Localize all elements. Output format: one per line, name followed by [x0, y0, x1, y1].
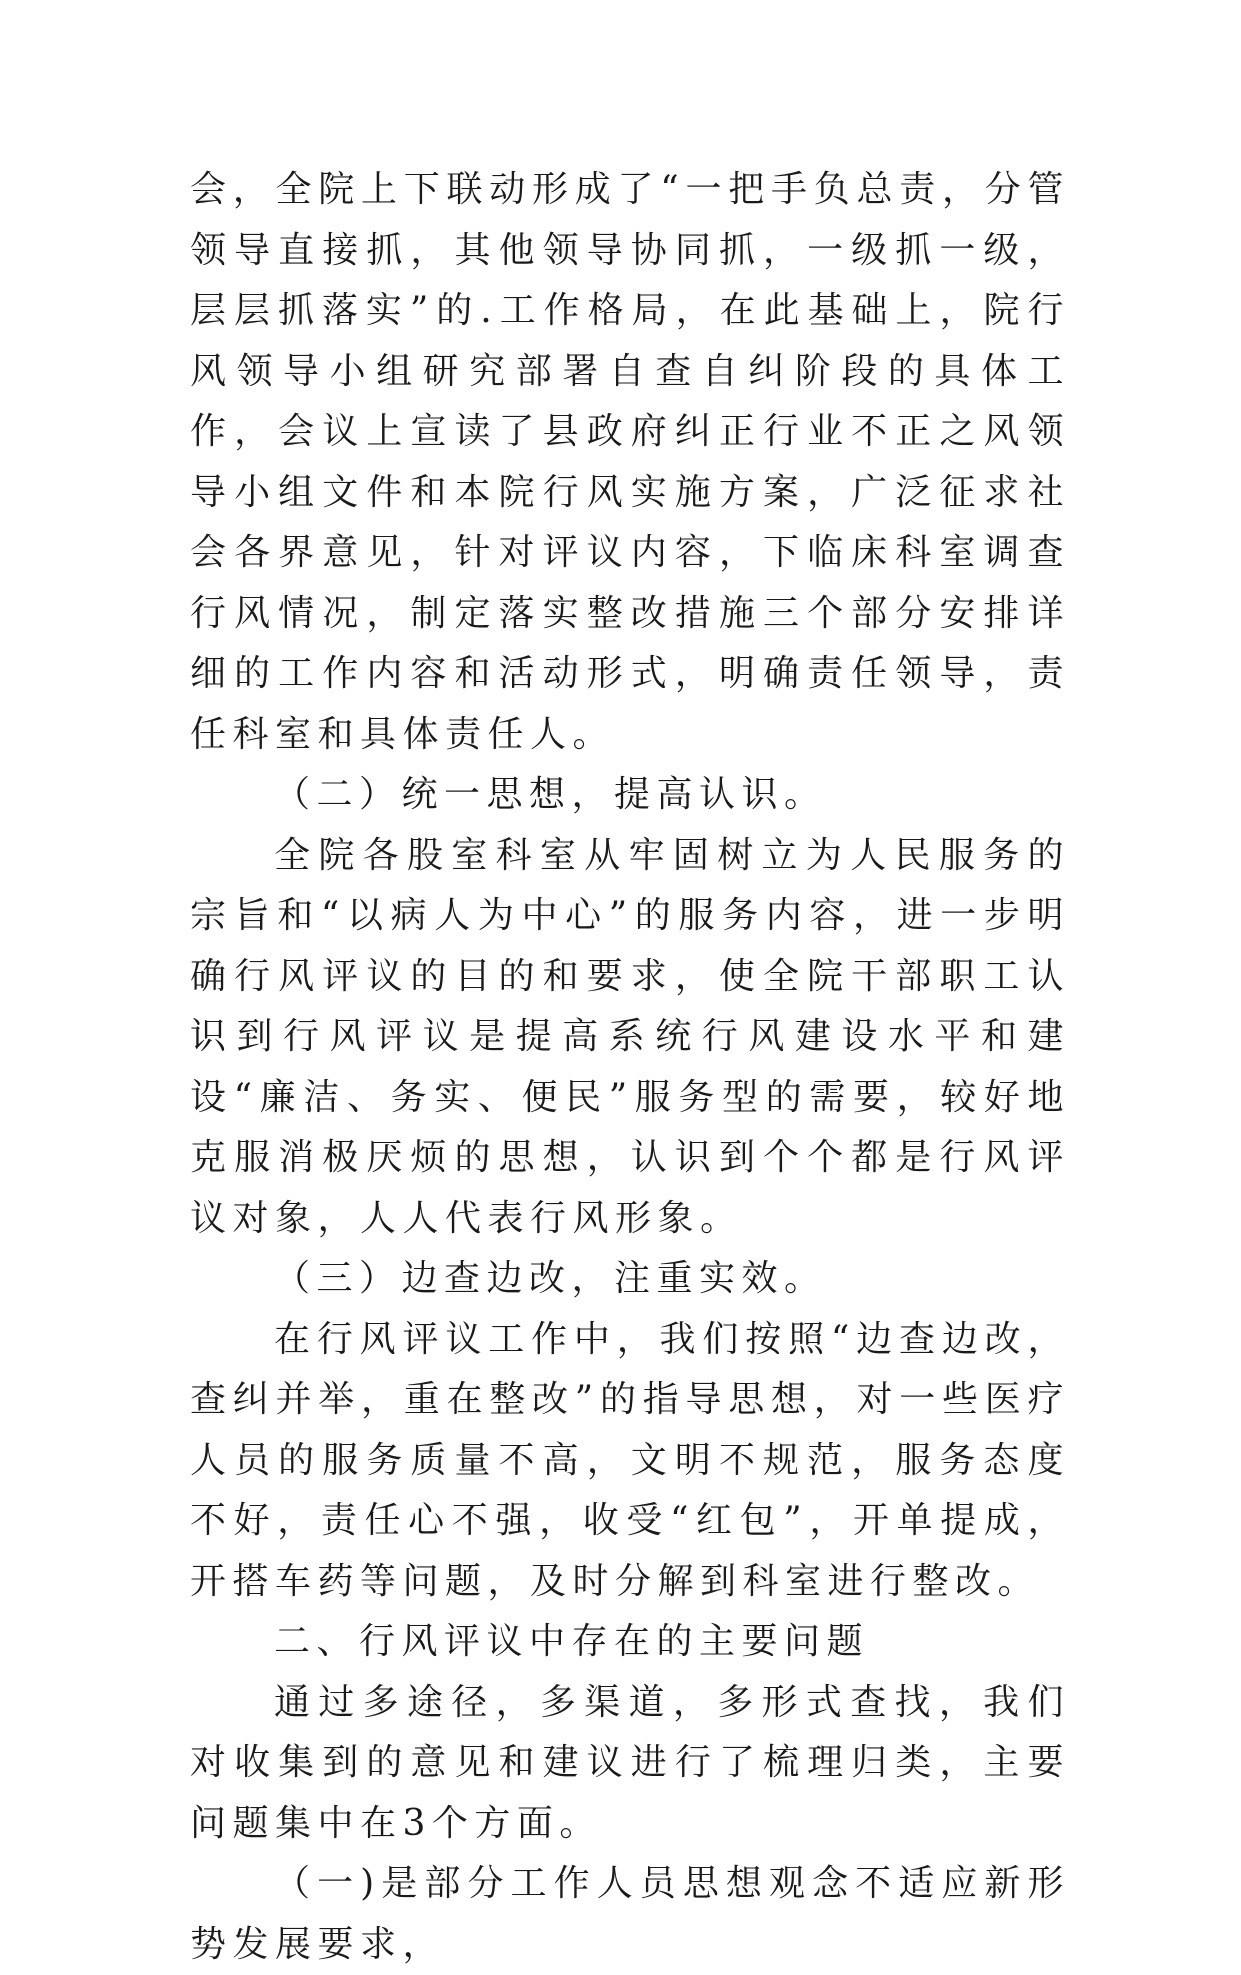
- paragraph-body: 在行风评议工作中，我们按照“边查边改，查纠并举，重在整改”的指导思想，对一些医疗人员的服务质量不高，文明不规范，服务态度不好，责任心不强，收受“红包”，开单提成，开搭车药等问题，及时分解到科室进行整改。: [190, 1318, 1070, 1602]
- subheading-unify-thinking: （二）统一思想，提高认识。: [274, 774, 827, 815]
- paragraph-body: （一)是部分工作人员思想观念不适应新形势发展要求，: [190, 1863, 1070, 1965]
- section-heading-main-problems: 二、行风评议中存在的主要问题: [274, 1621, 870, 1662]
- paragraph-body: 通过多途径，多渠道，多形式查找，我们对收集到的意见和建议进行了梳理归类，主要问题集中在3个方面。: [190, 1681, 1070, 1844]
- document-body: [190, 160, 1070, 1975]
- paragraph-body-continuation: 会，全院上下联动形成了“一把手负总责，分管领导直接抓，其他领导协同抓，一级抓一级，层层抓落实”的.工作格局，在此基础上，院行风领导小组研究部署自查自纠阶段的具体工作，会议上宣读了县政府纠正行业不正之风领导小组文件和本院行风实施方案，广泛征求社会各界意见，针对评议内容，下临床科室调查行风情况，制定落实整改措施三个部分安排详细的工作内容和活动形式，明确责任领导，责任科室和具体责任人。: [190, 169, 1070, 755]
- paragraph-body: 全院各股室科室从牢固树立为人民服务的宗旨和“以病人为中心”的服务内容，进一步明确行风评议的目的和要求，使全院干部职工认识到行风评议是提高系统行风建设水平和建设“廉洁、务实、便民”服务型的需要，较好地克服消极厌烦的思想，认识到个个都是行风评议对象，人人代表行风形象。: [190, 834, 1070, 1239]
- subheading-check-and-correct: （三）边查边改，注重实效。: [274, 1258, 827, 1299]
